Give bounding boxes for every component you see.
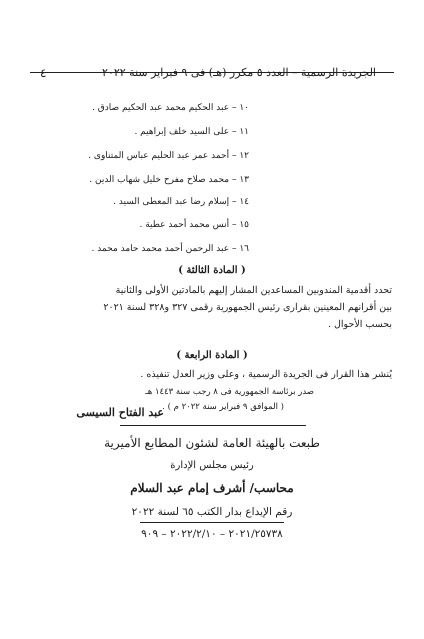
- article-4-text: يُنشر هذا القرار فى الجريدة الرسمية ، وعلى وزير العدل تنفيذه .: [140, 369, 392, 380]
- list-item: ١٢ – أحمد عمر عبد الحليم عباس المتناوى .: [88, 151, 249, 161]
- article-3-line: بين أقرانهم المعينين بقرارى رئيس الجمهورية رقمى ٣٢٧ و٣٢٨ لسنة ٢٠٢١: [103, 302, 392, 313]
- article-3-heading: ( المادة الثالثة ): [178, 265, 246, 276]
- article-3-line: تحدد أقدمية المندوبين المساعدين المشار إليهم بالمادتين الأولى والثانية: [115, 285, 392, 296]
- accountant-name: محاسب/ أشرف إمام عبد السلام: [130, 481, 294, 495]
- list-item: ١٠ – عبد الحكيم محمد عبد الحكيم صادق .: [92, 103, 249, 113]
- article-3-line: بحسب الأحوال .: [327, 319, 392, 330]
- list-item: ١٤ – إسلام رضا عبد المعطى السيد .: [113, 197, 249, 207]
- article-4-heading: ( المادة الرابعة ): [176, 350, 248, 361]
- list-item: ١١ – على السيد خلف إبراهيم .: [134, 127, 249, 137]
- issued-date: صدر برئاسة الجمهورية فى ٨ رجب سنة ١٤٤٣ هـ: [145, 387, 314, 397]
- divider: [140, 522, 284, 523]
- publisher: طبعت بالهيئة العامة لشئون المطابع الأميرية: [104, 436, 320, 450]
- list-item: ١٣ – محمد صلاح مفرح خليل شهاب الدين .: [89, 175, 249, 185]
- legal-deposit: رقم الإيداع بدار الكتب ٦٥ لسنة ٢٠٢٢: [131, 506, 293, 518]
- signer-name: عبد الفتاح السيسى: [76, 406, 164, 419]
- serial-number: ٢٠٢١/٢٥٧٣٨ – ٢٠٢٢/٢/١٠ – ٩٠٩: [141, 528, 283, 540]
- issued-date-gregorian: ( الموافق ٩ فبراير سنة ٢٠٢٢ م ) .: [162, 402, 284, 412]
- list-item: ١٦ – عبد الرحمن أحمد محمد حامد محمد .: [91, 244, 249, 254]
- page-number: ٤: [40, 66, 47, 80]
- divider: [120, 425, 306, 426]
- header-title: الجريدة الرسمية – العدد ٥ مكرر (هـ) فى ٩ فبراير سنة ٢٠٢٢: [102, 66, 376, 79]
- page-header: [30, 40, 394, 80]
- list-item: ١٥ – أنس محمد أحمد عطية .: [139, 220, 249, 230]
- board-title: رئيس مجلس الإدارة: [170, 460, 254, 471]
